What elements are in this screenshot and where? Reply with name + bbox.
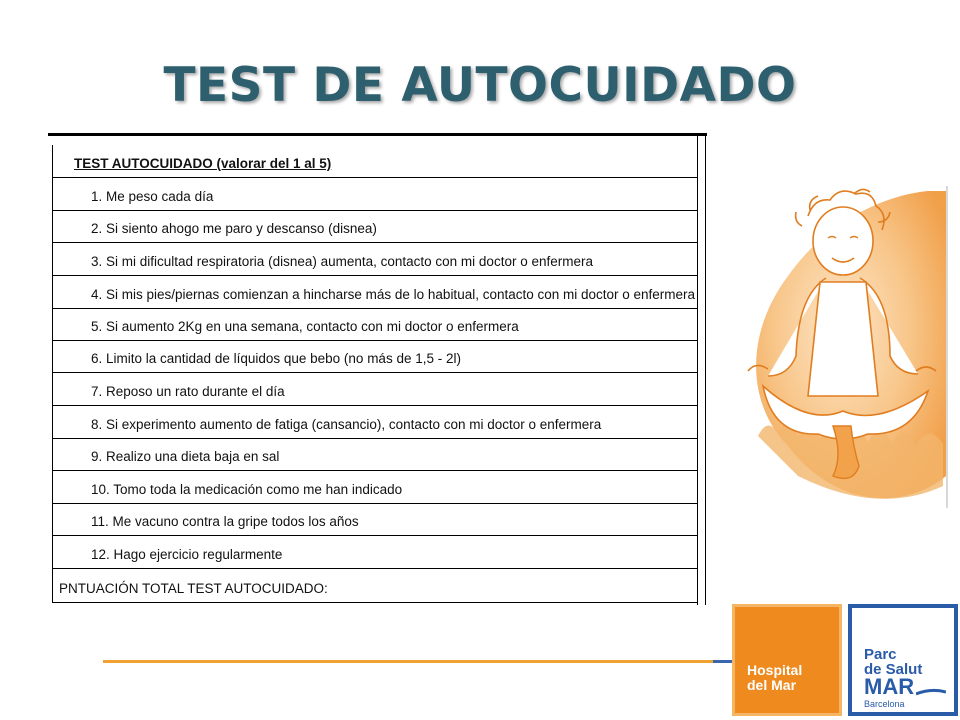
- table-row: [53, 536, 697, 569]
- table-header: TEST AUTOCUIDADO (valorar del 1 al 5): [74, 156, 332, 171]
- table-top-border: [48, 133, 707, 136]
- question-7: 7. Reposo un rato durante el día: [91, 384, 285, 399]
- question-6: 6. Limito la cantidad de líquidos que bebo (no más de 1,5 - 2l): [91, 351, 461, 366]
- parc-logo-wave-icon: [916, 688, 946, 696]
- parc-logo-city: Barcelona: [864, 699, 905, 709]
- table-header-row: [53, 145, 697, 178]
- table-right-border: [697, 133, 698, 605]
- question-8: 8. Si experimento aumento de fatiga (cansancio), contacto con mi doctor o enfermera: [91, 417, 602, 432]
- parc-de-salut-mar-logo: [848, 604, 958, 716]
- question-11: 11. Me vacuno contra la gripe todos los años: [91, 514, 359, 529]
- table-row: [53, 309, 697, 341]
- question-3: 3. Si mi dificultad respiratoria (disnea) aumenta, contacto con mi doctor o enfermera: [91, 254, 593, 269]
- question-4: 4. Si mis pies/piernas comienzan a hincharse más de lo habitual, contacto con mi doctor o enfermera: [91, 287, 696, 302]
- table-row: [53, 406, 697, 439]
- parc-logo-line2: de Salut: [864, 661, 923, 678]
- parc-logo-inner: [852, 608, 954, 712]
- total-score-label: PNTUACIÓN TOTAL TEST AUTOCUIDADO:: [59, 581, 328, 596]
- meditation-illustration: [728, 186, 956, 516]
- footer-orange-line: [103, 660, 713, 663]
- table-total-row: [53, 569, 697, 603]
- hospital-del-mar-logo: [732, 604, 842, 716]
- table-row: [53, 178, 697, 211]
- self-care-table: [52, 133, 708, 605]
- question-10: 10. Tomo toda la medicación como me han indicado: [91, 482, 403, 497]
- hospital-del-mar-text: Hospital del Mar: [747, 662, 803, 693]
- parc-logo-line1: Parc: [864, 646, 897, 663]
- table-row: [53, 341, 697, 373]
- question-2: 2. Si siento ahogo me paro y descanso (disnea): [91, 221, 377, 236]
- table-row: [53, 243, 697, 276]
- table-row: [53, 471, 697, 504]
- table-row: [53, 439, 697, 471]
- table-row: [53, 504, 697, 536]
- table-row: [53, 276, 697, 309]
- parc-logo-mar: MAR: [864, 674, 915, 699]
- table-right-border-outer: [705, 133, 706, 605]
- question-12: 12. Hago ejercicio regularmente: [91, 547, 283, 562]
- question-9: 9. Realizo una dieta baja en sal: [91, 449, 280, 464]
- slide-title: TEST DE AUTOCUIDADO: [163, 58, 797, 113]
- table-row: [53, 211, 697, 243]
- question-1: 1. Me peso cada día: [91, 189, 214, 204]
- table-row: [53, 373, 697, 406]
- question-5: 5. Si aumento 2Kg en una semana, contacto con mi doctor o enfermera: [91, 319, 519, 334]
